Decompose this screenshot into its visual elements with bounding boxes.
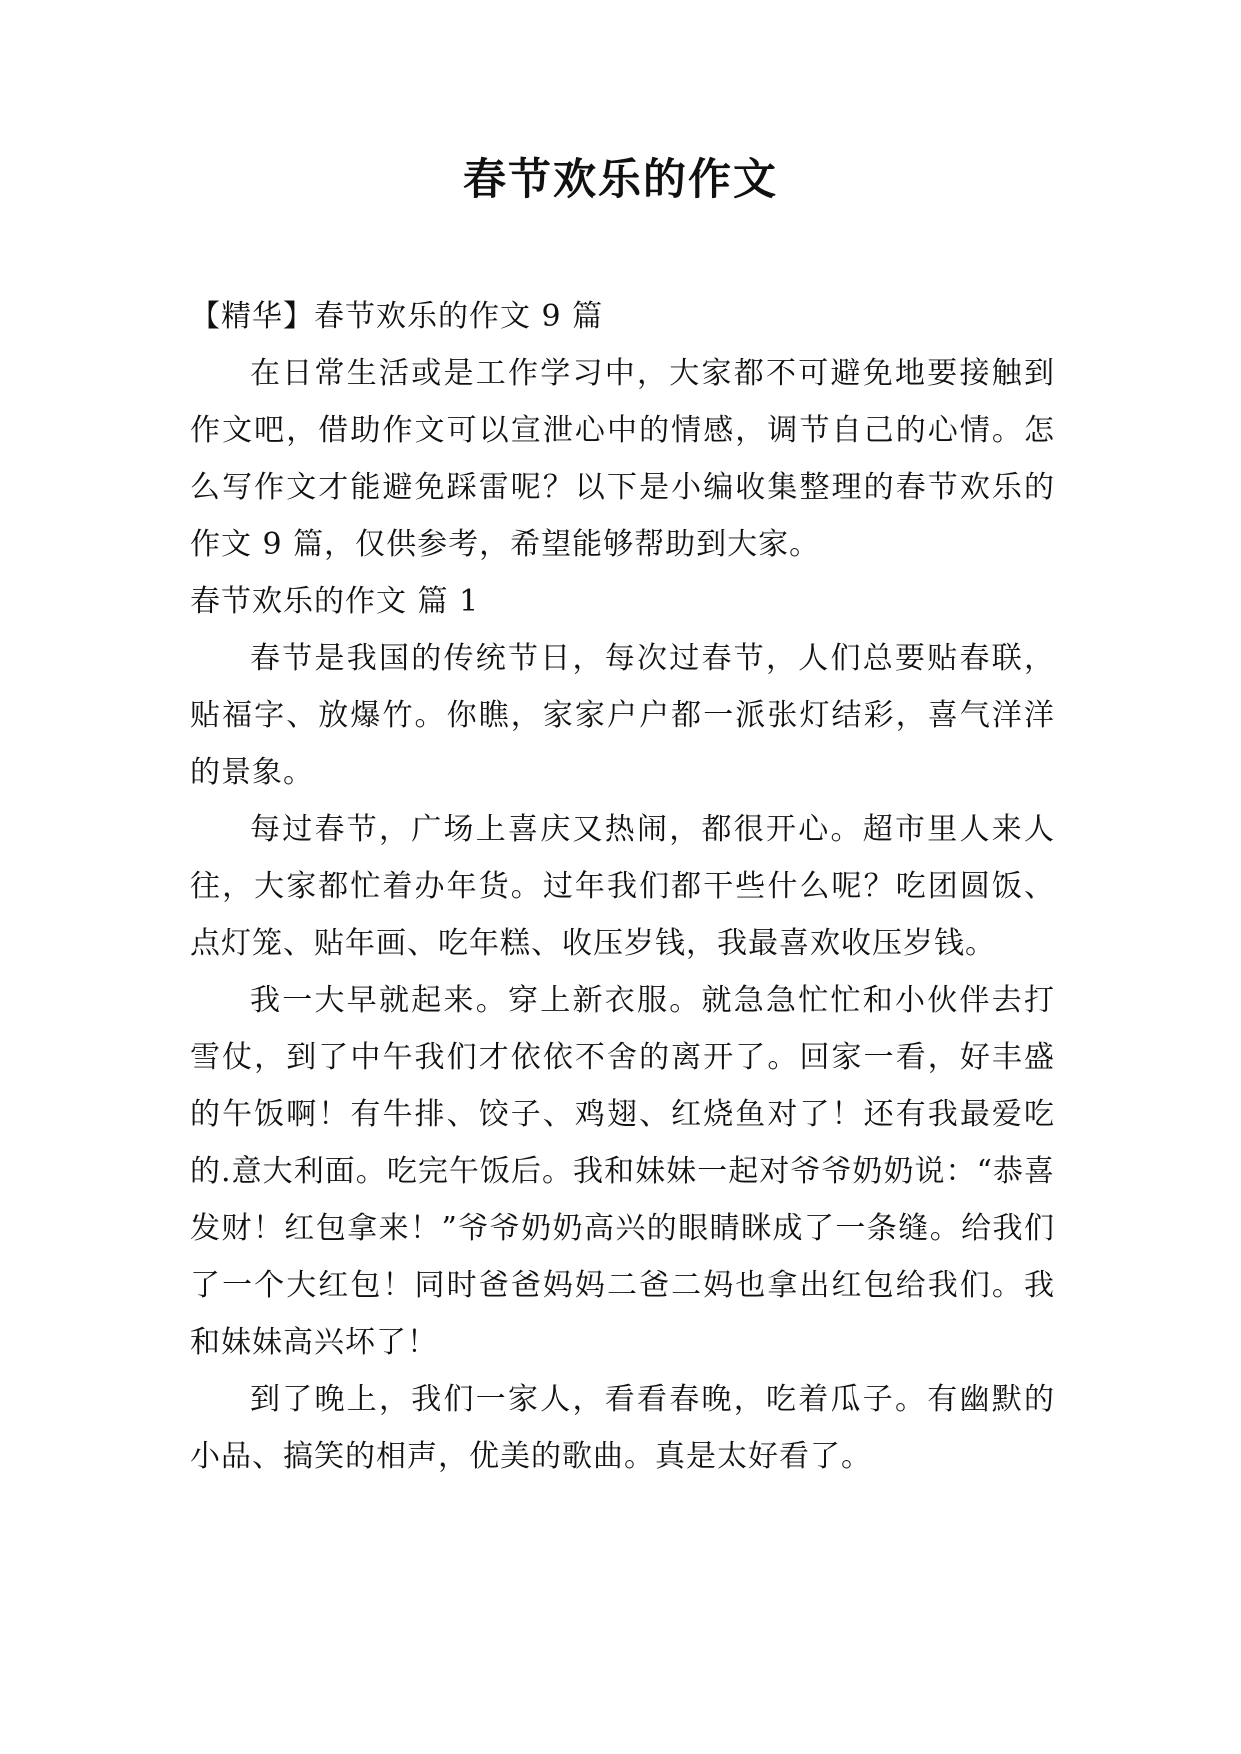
document-title: 春节欢乐的作文 <box>463 155 778 205</box>
intro-paragraph: 在日常生活或是工作学习中，大家都不可避免地要接触到作文吧，借助作文可以宣泄心中的情感，调节自己的心情。怎么写作文才能避免踩雷呢？以下是小编收集整理的春节欢乐的作文 9 篇，仅供参考，希望能够帮助到大家。 <box>190 356 1055 562</box>
body-paragraph: 到了晚上，我们一家人，看看春晚，吃着瓜子。有幽默的小品、搞笑的相声，优美的歌曲。真是太好看了。 <box>190 1382 1055 1474</box>
body-paragraph: 每过春节，广场上喜庆又热闹，都很开心。超市里人来人往，大家都忙着办年货。过年我们都干些什么呢？吃团圆饭、点灯笼、贴年画、吃年糕、收压岁钱，我最喜欢收压岁钱。 <box>190 812 1055 961</box>
document-body <box>190 288 1055 1485</box>
body-paragraph: 我一大早就起来。穿上新衣服。就急急忙忙和小伙伴去打雪仗，到了中午我们才依依不舍的离开了。回家一看，好丰盛的午饭啊！有牛排、饺子、鸡翅、红烧鱼对了！还有我最爱吃的.意大利面。吃完午饭后。我和妹妹一起对爷爷奶奶说：“恭喜发财！红包拿来！”爷爷奶奶高兴的眼睛眯成了一条缝。给我们了一个大红包！同时爸爸妈妈二爸二妈也拿出红包给我们。我和妹妹高兴坏了！ <box>190 983 1055 1360</box>
section-heading: 春节欢乐的作文 篇 1 <box>190 584 480 619</box>
body-paragraph: 春节是我国的传统节日，每次过春节，人们总要贴春联，贴福字、放爆竹。你瞧，家家户户都一派张灯结彩，喜气洋洋的景象。 <box>190 641 1055 790</box>
intro-heading: 【精华】春节欢乐的作文 9 篇 <box>190 299 604 334</box>
